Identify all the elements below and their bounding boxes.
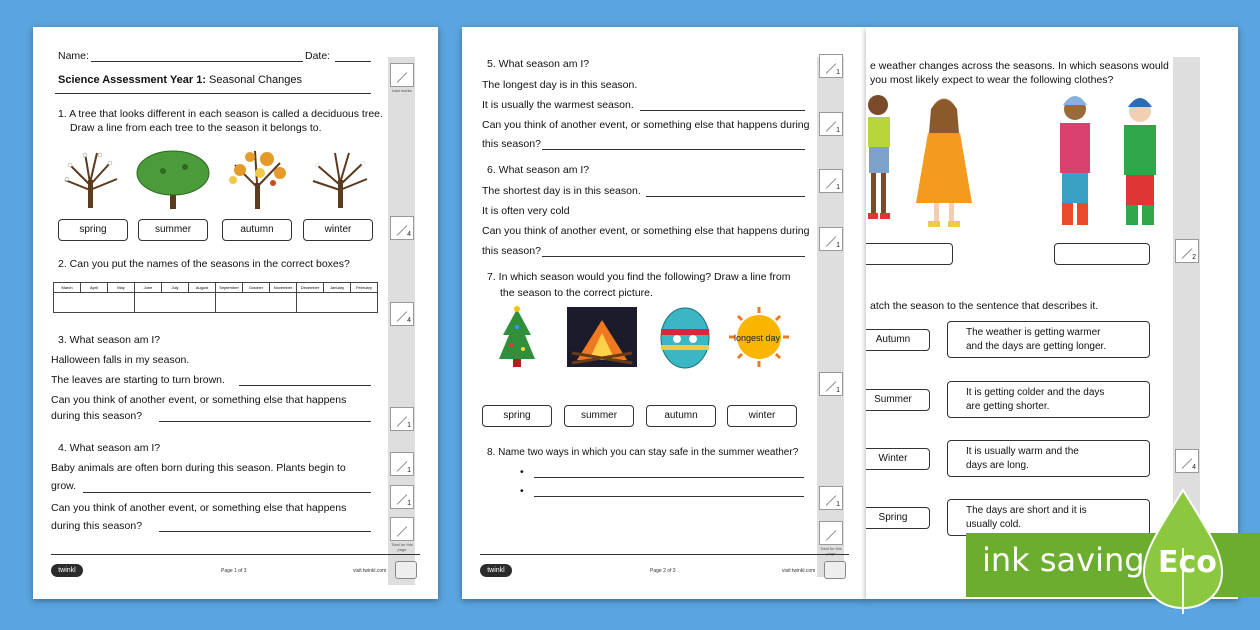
footer-url: visit twinkl.com bbox=[782, 568, 816, 574]
month-cell: January bbox=[324, 283, 351, 293]
match-season-spring[interactable]: Spring bbox=[866, 507, 930, 529]
winter-boy-icon bbox=[1124, 98, 1156, 225]
title-rule bbox=[55, 93, 371, 94]
total-marks-box[interactable] bbox=[390, 63, 414, 87]
q1-mark-box[interactable]: 4 bbox=[390, 216, 414, 240]
twinkl-seal-icon bbox=[395, 561, 417, 579]
page-total-caption: Total for this bbox=[820, 546, 842, 551]
name-label: Name: bbox=[58, 50, 89, 62]
match-season-autumn[interactable]: Autumn bbox=[866, 329, 930, 351]
answer-line[interactable] bbox=[534, 477, 804, 478]
twinkl-seal-icon bbox=[824, 561, 846, 579]
page-number: Page 2 of 3 bbox=[650, 568, 676, 574]
q5a-mark-box[interactable]: 1 bbox=[819, 54, 843, 78]
answer-line[interactable] bbox=[646, 196, 805, 197]
month-cell: July bbox=[162, 283, 189, 293]
sentence-line: It is getting colder and the days bbox=[966, 387, 1105, 398]
answer-line[interactable] bbox=[542, 149, 805, 150]
months-table bbox=[53, 282, 378, 313]
q10-mark-box[interactable]: 4 bbox=[1175, 449, 1199, 473]
answer-line[interactable] bbox=[640, 110, 805, 111]
q3-line-3: Can you think of another event, or something else that happens bbox=[51, 394, 347, 406]
date-line bbox=[335, 61, 371, 62]
answer-line[interactable] bbox=[83, 492, 371, 493]
tree-summer-icon bbox=[137, 151, 209, 209]
match-sentence-box[interactable] bbox=[947, 499, 1150, 536]
month-cell: February bbox=[351, 283, 378, 293]
eco-label: Eco bbox=[1158, 545, 1217, 580]
sun-label: longest day bbox=[734, 333, 781, 343]
q3-text: 3. What season am I? bbox=[58, 334, 161, 346]
bullet: • bbox=[520, 466, 524, 478]
twinkl-logo: twinkl bbox=[51, 564, 83, 577]
q5b-mark-box[interactable]: 1 bbox=[819, 112, 843, 136]
sentence-line: days are long. bbox=[966, 460, 1029, 471]
q1-text-2: Draw a line from each tree to the season it belongs to. bbox=[70, 122, 322, 134]
q5-line-3: Can you think of another event, or something else that happens during bbox=[482, 119, 810, 131]
sentence-line: The weather is getting warmer bbox=[966, 327, 1101, 338]
easter-egg-icon bbox=[661, 308, 709, 368]
q5-line-2: It is usually the warmest season. bbox=[482, 99, 634, 111]
month-cell: December bbox=[297, 283, 324, 293]
worksheet-page-1 bbox=[33, 27, 438, 599]
q6-text: 6. What season am I? bbox=[487, 164, 590, 176]
season-box-summer[interactable]: summer bbox=[564, 405, 634, 427]
q9-text: e weather changes across the seasons. In which seasons would bbox=[870, 60, 1169, 72]
ink-saving-text: ink saving bbox=[982, 541, 1145, 579]
page-title: Science Assessment Year 1: Seasonal Changes bbox=[58, 74, 302, 86]
tree-spring-icon bbox=[65, 153, 117, 208]
q5-line-4: this season? bbox=[482, 138, 541, 150]
season-box-autumn[interactable]: autumn bbox=[646, 405, 716, 427]
summer-clothes-answer-box[interactable] bbox=[866, 243, 953, 265]
q4a-mark-box[interactable]: 1 bbox=[390, 452, 414, 476]
sentence-line: The days are short and it is bbox=[966, 505, 1087, 516]
season-box-winter[interactable]: winter bbox=[303, 219, 373, 241]
season-answer-cell[interactable] bbox=[216, 293, 297, 313]
month-cell: April bbox=[81, 283, 108, 293]
footer-url: visit twinkl.com bbox=[353, 568, 387, 574]
q9-text-2: you most likely expect to wear the following clothes? bbox=[870, 74, 1114, 86]
season-answer-cell[interactable] bbox=[135, 293, 216, 313]
q4-text: 4. What season am I? bbox=[58, 442, 161, 454]
q6a-mark-box[interactable]: 1 bbox=[819, 169, 843, 193]
q6b-mark-box[interactable]: 1 bbox=[819, 227, 843, 251]
name-line bbox=[91, 61, 303, 62]
q3-line-1: Halloween falls in my season. bbox=[51, 354, 190, 366]
marks-column bbox=[1173, 57, 1200, 562]
bullet: • bbox=[520, 485, 524, 497]
match-season-winter[interactable]: Winter bbox=[866, 448, 930, 470]
q7-mark-box[interactable]: 1 bbox=[819, 372, 843, 396]
q4-line-1: Baby animals are often born during this season. Plants begin to bbox=[51, 462, 346, 474]
sentence-line: It is usually warm and the bbox=[966, 446, 1079, 457]
page-total-box[interactable] bbox=[390, 517, 414, 541]
season-answer-cell[interactable] bbox=[54, 293, 135, 313]
match-sentence-box[interactable] bbox=[947, 381, 1150, 418]
total-marks-caption: total marks bbox=[392, 88, 412, 93]
sentence-line: usually cold. bbox=[966, 519, 1022, 530]
season-box-spring[interactable]: spring bbox=[58, 219, 128, 241]
sentence-line: and the days are getting longer. bbox=[966, 341, 1107, 352]
q8-text: 8. Name two ways in which you can stay safe in the summer weather? bbox=[487, 447, 799, 458]
month-cell: March bbox=[54, 283, 81, 293]
q6-line-3: Can you think of another event, or something else that happens during bbox=[482, 225, 810, 237]
tree-winter-icon bbox=[313, 153, 367, 208]
answer-line[interactable] bbox=[239, 385, 371, 386]
match-sentence-box[interactable] bbox=[947, 440, 1150, 477]
twinkl-logo: twinkl bbox=[480, 564, 512, 577]
q4b-mark-box[interactable]: 1 bbox=[390, 485, 414, 509]
q3-line-2: The leaves are starting to turn brown. bbox=[51, 374, 225, 386]
q6-line-4: this season? bbox=[482, 245, 541, 257]
month-cell: September bbox=[216, 283, 243, 293]
page-total-box[interactable] bbox=[819, 521, 843, 545]
match-season-summer[interactable]: Summer bbox=[866, 389, 930, 411]
q2-mark-box[interactable]: 4 bbox=[390, 302, 414, 326]
sentence-line: are getting shorter. bbox=[966, 401, 1050, 412]
month-cell: August bbox=[189, 283, 216, 293]
summer-girl-icon bbox=[916, 98, 972, 227]
q2-text: 2. Can you put the names of the seasons in the correct boxes? bbox=[58, 258, 350, 270]
match-sentence-box[interactable] bbox=[947, 321, 1150, 358]
season-box-spring[interactable]: spring bbox=[482, 405, 552, 427]
q10-text: atch the season to the sentence that describes it. bbox=[870, 300, 1099, 312]
date-label: Date: bbox=[305, 50, 331, 62]
answer-line[interactable] bbox=[159, 531, 371, 532]
answer-line[interactable] bbox=[542, 256, 805, 257]
season-answer-cell[interactable] bbox=[297, 293, 378, 313]
season-box-winter[interactable]: winter bbox=[727, 405, 797, 427]
children-clothes-images bbox=[866, 93, 1166, 233]
tree-images bbox=[55, 145, 385, 215]
christmas-tree-icon bbox=[499, 306, 535, 367]
q8-mark-box[interactable]: 1 bbox=[819, 486, 843, 510]
q9-mark-box[interactable]: 2 bbox=[1175, 239, 1199, 263]
winter-girl-icon bbox=[1060, 96, 1090, 225]
q3-mark-box[interactable]: 1 bbox=[390, 407, 414, 431]
answer-line[interactable] bbox=[534, 496, 804, 497]
worksheet-page-2 bbox=[462, 27, 867, 599]
footer-rule bbox=[480, 554, 849, 555]
q6-line-1: The shortest day is in this season. bbox=[482, 185, 641, 197]
season-box-autumn[interactable]: autumn bbox=[222, 219, 292, 241]
q7-text-2: the season to the correct picture. bbox=[500, 287, 653, 299]
page-total-caption: Total for this page bbox=[391, 542, 413, 552]
month-cell: June bbox=[135, 283, 162, 293]
summer-boy-icon bbox=[868, 95, 890, 219]
q4-line-3: Can you think of another event, or something else that happens bbox=[51, 502, 347, 514]
q4-line-2: grow. bbox=[51, 480, 77, 492]
answer-line[interactable] bbox=[159, 421, 371, 422]
bonfire-icon bbox=[567, 307, 637, 367]
q6-line-2: It is often very cold bbox=[482, 205, 570, 217]
q5-line-1: The longest day is in this season. bbox=[482, 79, 638, 91]
month-cell: October bbox=[243, 283, 270, 293]
tree-autumn-icon bbox=[229, 151, 286, 209]
q1-text: 1. A tree that looks different in each season is called a deciduous tree. bbox=[58, 108, 383, 120]
winter-clothes-answer-box[interactable] bbox=[1054, 243, 1150, 265]
season-box-summer[interactable]: summer bbox=[138, 219, 208, 241]
footer-rule bbox=[51, 554, 420, 555]
q3-line-4: during this season? bbox=[51, 410, 143, 422]
page-number: Page 1 of 3 bbox=[221, 568, 247, 574]
month-cell: May bbox=[108, 283, 135, 293]
month-cell: November bbox=[270, 283, 297, 293]
q4-line-4: during this season? bbox=[51, 520, 143, 532]
q7-text: 7. In which season would you find the following? Draw a line from bbox=[487, 271, 791, 283]
q5-text: 5. What season am I? bbox=[487, 58, 590, 70]
